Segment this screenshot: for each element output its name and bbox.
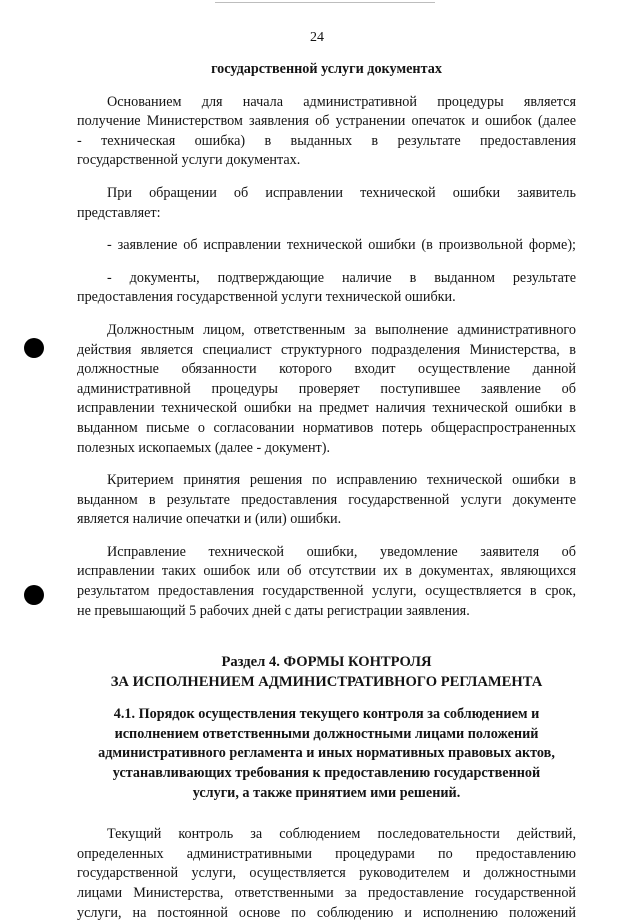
list-item-documents: - документы, подтверждающие наличие в выданном результате предоставления государственной услуги технической ошибки.: [77, 269, 576, 306]
page-number: 24: [310, 30, 324, 45]
paragraph-correction: Исправление технической ошибки, уведомление заявителя об исправлении таких ошибок или об отсутствии их в документах, являющихся результатом предоставления государственной услуги, осуществляется в срок, не превышающий 5 рабочих дней с даты регистрации заявления.: [77, 543, 576, 619]
punch-hole-icon: [24, 585, 44, 605]
scan-artifact-line: [215, 2, 435, 3]
document-body: [77, 60, 576, 923]
paragraph-official: Должностным лицом, ответственным за выполнение административного действия является специалист структурного подразделения Министерства, в должностные обязанности которого входит осуществление данной административной процедуры проверяет поступившее заявление об исправлении технической ошибки на предмет наличия технической ошибки в выданном письме о согласовании нормативов потерь общераспространенных полезных ископаемых (далее - документ).: [77, 321, 576, 456]
punch-hole-icon: [24, 338, 44, 358]
list-item-application: - заявление об исправлении технической ошибки (в произвольной форме);: [107, 237, 576, 254]
top-heading: государственной услуги документах: [211, 61, 442, 77]
paragraph-current-control: Текущий контроль за соблюдением последовательности действий, определенных административными процедурами по предоставлению государственной услуги, осуществляется руководителем и должностными лицами Министерства, ответственными за предоставление государственной услуги, на постоянной основе по соблюдению и исполнению положений: [77, 826, 576, 921]
paragraph-applicant: При обращении об исправлении технической ошибки заявитель представляет:: [77, 184, 576, 221]
paragraph-basis: Основанием для начала административной процедуры является получение Министерством заявления об устранении опечаток и ошибок (далее - техническая ошибка) в выданных в результате предоставления государственной услуги документах.: [77, 93, 576, 169]
paragraph-criterion: Критерием принятия решения по исправлению технической ошибки в выданном в результате предоставления государственной услуги документе является наличие опечатки и (или) ошибки.: [77, 472, 576, 528]
subsection-heading: 4.1. Порядок осуществления текущего контроля за соблюдением и исполнением ответственными должностными лицами положений административного регламента и иных нормативных правовых актов, устанавливающих требования к предоставлению государственной услуги, а также принятием ими решений.: [98, 706, 555, 801]
section-heading: Раздел 4. ФОРМЫ КОНТРОЛЯ ЗА ИСПОЛНЕНИЕМ АДМИНИСТРАТИВНОГО РЕГЛАМЕНТА: [110, 654, 543, 691]
